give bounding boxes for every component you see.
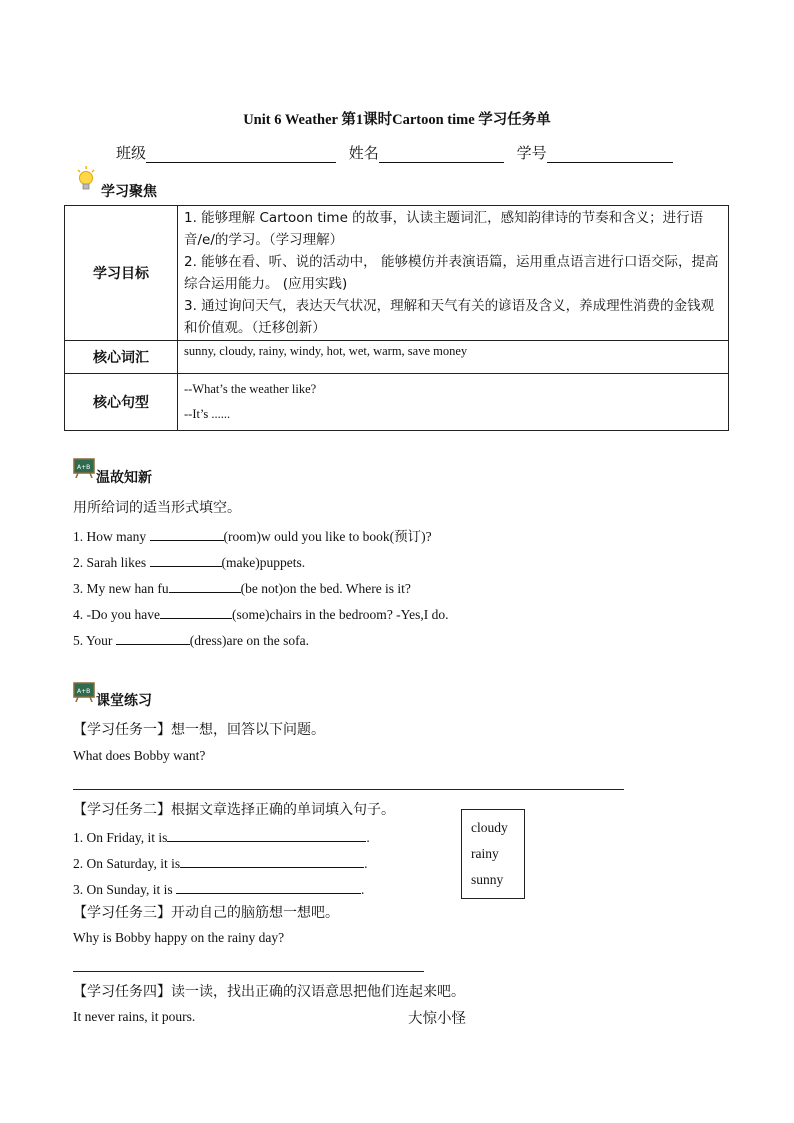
class-field[interactable] — [146, 146, 336, 163]
task1-title: 【学习任务一】想一想，回答以下问题。 — [73, 722, 325, 738]
task3-answer-line[interactable] — [73, 970, 424, 972]
task4-english[interactable]: It never rains, it pours. — [73, 1009, 196, 1024]
name-label: 姓名 — [348, 144, 379, 162]
answer-blank[interactable] — [150, 553, 222, 567]
class-label: 班级 — [116, 144, 147, 162]
task4-chinese[interactable]: 大惊小怪 — [408, 1011, 466, 1027]
table-row — [65, 374, 729, 431]
list-item: 2. Sarah likes (make)puppets. — [73, 555, 306, 570]
goal-3: 3. 通过询问天气，表达天气状况，理解和天气有关的谚语及含义，养成理性消费的金钱观和价值观。（迁移创新） — [184, 298, 715, 336]
answer-blank[interactable] — [150, 527, 224, 541]
answer-blank[interactable] — [116, 631, 190, 645]
task2-title: 【学习任务二】根据文章选择正确的单词填入句子。 — [73, 802, 395, 818]
answer-blank[interactable] — [169, 579, 241, 593]
number-label: 学号 — [516, 144, 547, 162]
classroom-board-icon — [73, 458, 95, 483]
list-item: 3. On Sunday, it is . — [73, 882, 365, 897]
svg-text:A+B: A+B — [77, 464, 91, 471]
list-item: 4. -Do you have (some)chairs in the bedroom? -Yes,I do. — [73, 607, 449, 622]
answer-blank[interactable] — [160, 605, 232, 619]
goal-2: 2. 能够在看、听、说的活动中， 能够模仿并表演语篇，运用重点语言进行口语交际，提高综合运用能力。 (应用实践) — [184, 254, 719, 292]
review-list — [73, 524, 448, 654]
lightbulb-icon — [76, 166, 96, 199]
task3-question: Why is Bobby happy on the rainy day? — [73, 930, 285, 945]
review-instruction: 用所给词的适当形式填空。 — [73, 500, 241, 516]
table-row — [65, 206, 729, 341]
goal-1: 1. 能够理解 Cartoon time 的故事，认读主题词汇，感知韵律诗的节奏和含义；进行语音/e/的学习。（学习理解） — [184, 210, 704, 248]
goals-label: 学习目标 — [65, 206, 178, 341]
student-info — [116, 142, 673, 163]
review-heading: 温故知新 — [96, 470, 152, 486]
list-item: 3. My new han fu (be not)on the bed. Where is it? — [73, 581, 411, 596]
page-title: Unit 6 Weather 第1课时Cartoon time 学习任务单 — [243, 112, 551, 128]
list-item: 2. On Saturday, it is . — [73, 856, 368, 871]
list-item: 5. Your (dress)are on the sofa. — [73, 633, 309, 648]
table-row — [65, 341, 729, 374]
task1-answer-line[interactable] — [73, 788, 624, 790]
sentence-1: --What’s the weather like? — [184, 382, 317, 396]
classroom-board-icon — [73, 682, 95, 707]
sentence-label: 核心句型 — [65, 374, 178, 431]
word-option: cloudy — [471, 820, 508, 835]
number-field[interactable] — [547, 146, 673, 163]
list-item: 1. How many (room)w ould you like to book(预订)? — [73, 529, 432, 544]
name-field[interactable] — [379, 146, 504, 163]
answer-blank[interactable] — [180, 854, 364, 868]
task2-list — [73, 825, 370, 903]
answer-blank[interactable] — [167, 828, 366, 842]
focus-table — [64, 205, 729, 431]
vocab-list: sunny, cloudy, rainy, windy, hot, wet, warm, save money — [178, 341, 729, 374]
sentence-2: --It’s ...... — [184, 407, 231, 421]
word-option: sunny — [471, 872, 504, 887]
list-item: 1. On Friday, it is . — [73, 830, 370, 845]
task1-question: What does Bobby want? — [73, 748, 206, 763]
vocab-label: 核心词汇 — [65, 341, 178, 374]
task4-title: 【学习任务四】读一读，找出正确的汉语意思把他们连起来吧。 — [73, 984, 465, 1000]
word-option: rainy — [471, 846, 499, 861]
focus-heading: 学习聚焦 — [101, 184, 157, 200]
svg-text:A+B: A+B — [77, 688, 91, 695]
word-box — [461, 809, 525, 899]
task3-title: 【学习任务三】开动自己的脑筋想一想吧。 — [73, 905, 339, 921]
answer-blank[interactable] — [176, 880, 361, 894]
practice-heading: 课堂练习 — [96, 693, 152, 709]
